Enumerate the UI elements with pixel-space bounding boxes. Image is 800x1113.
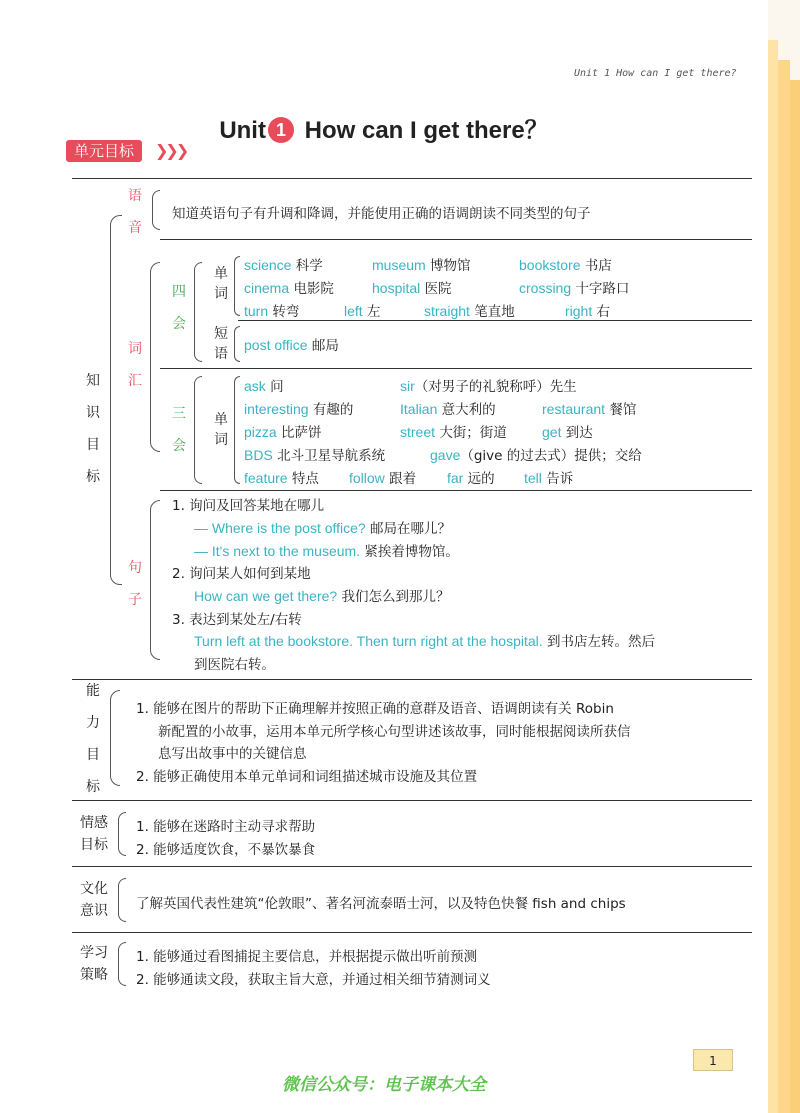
strategy-label: 学习 策略 (80, 945, 108, 983)
words-label: 单 词 (214, 412, 228, 448)
sentence-example: 到医院右转。 (194, 657, 275, 673)
vocab-item: bookstore 书店 (519, 257, 612, 274)
vocab-item: museum 博物馆 (372, 257, 471, 274)
brace (118, 812, 126, 856)
vocab-item: get 到达 (542, 424, 593, 441)
vocab-item: crossing 十字路口 (519, 280, 630, 297)
culture-goal: 了解英国代表性建筑“伦敦眼”、著名河流泰晤士河，以及特色快餐 fish and chips (136, 896, 626, 912)
vocab-item: follow 跟着 (349, 470, 417, 487)
vocab-item: feature 特点 (244, 470, 319, 487)
vocab-item: ask 问 (244, 378, 284, 395)
vocab-item: cinema 电影院 (244, 280, 334, 297)
brace (150, 262, 160, 452)
sentences-label: 句 子 (128, 560, 142, 608)
sentence-example: — It's next to the museum. 紧挨着博物馆。 (194, 543, 459, 560)
emotion-goal: 1. 能够在迷路时主动寻求帮助 (136, 819, 316, 835)
four-skills-label: 四 会 (172, 284, 186, 332)
sentence-example: How can we get there? 我们怎么到那儿？ (194, 588, 450, 605)
vocab-label: 词 汇 (128, 341, 142, 389)
vocab-item: tell 告诉 (524, 470, 574, 487)
brace (234, 256, 240, 316)
ability-goal: 息写出故事中的关键信息 (158, 746, 307, 762)
brace (194, 376, 202, 484)
vocab-item: interesting 有趣的 (244, 401, 354, 418)
vocab-item: sir（对男子的礼貌称呼）先生 (400, 378, 577, 395)
rule (72, 800, 752, 801)
ability-label: 能 力 目 标 (86, 683, 100, 795)
vocab-item: gave（give 的过去式）提供；交给 (430, 447, 642, 464)
ability-goal: 1. 能够在图片的帮助下正确理解并按照正确的意群及语音、语调朗读有关 Robin (136, 701, 614, 717)
unit-number-badge: 1 (268, 117, 294, 143)
watermark-text: 微信公众号：电子课本大全 (282, 1075, 486, 1095)
brace (118, 942, 126, 986)
vocab-item: science 科学 (244, 257, 323, 274)
brace (110, 215, 122, 585)
rule (72, 178, 752, 179)
vocab-item: BDS 北斗卫星导航系统 (244, 447, 386, 464)
rule (72, 866, 752, 867)
sentence-goal: 2. 询问某人如何到某地 (172, 566, 311, 582)
vocab-item: hospital 医院 (372, 280, 452, 297)
brace (234, 376, 240, 484)
unit-prefix: Unit (219, 117, 266, 144)
ability-goal: 2. 能够正确使用本单元单词和词组描述城市设施及其位置 (136, 769, 478, 785)
phrase-item: post office 邮局 (244, 337, 339, 354)
vocab-item: Italian 意大利的 (400, 401, 496, 418)
emotion-goal: 2. 能够适度饮食，不暴饮暴食 (136, 842, 316, 858)
vocab-item: right 右 (565, 303, 611, 320)
page-number: 1 (693, 1049, 733, 1071)
unit-title-text: How can I get there？ (304, 117, 549, 144)
sentence-goal: 1. 询问及回答某地在哪儿 (172, 498, 325, 514)
vocab-item: restaurant 餐馆 (542, 401, 637, 418)
pronunciation-label: 语 音 (128, 188, 142, 236)
page-edge (778, 60, 790, 1113)
vocab-item: pizza 比萨饼 (244, 424, 322, 441)
rule (72, 679, 752, 680)
phrase-label: 短 语 (214, 326, 228, 362)
page-edge (790, 80, 800, 1113)
vocab-item: street 大街；街道 (400, 424, 507, 441)
sentence-goal: 3. 表达到某处左/右转 (172, 612, 302, 628)
vocab-item: turn 转弯 (244, 303, 300, 320)
brace (234, 326, 240, 362)
culture-label: 文化 意识 (80, 881, 108, 919)
sentence-example: — Where is the post office? 邮局在哪儿？ (194, 520, 452, 537)
rule (160, 239, 752, 240)
ability-goal: 新配置的小故事，运用本单元所学核心句型讲述该故事，同时能根据阅读所获信 (158, 724, 631, 740)
running-header: Unit 1 How can I get there? (574, 68, 737, 79)
double-arrow-icon: ❯❯❯ (155, 141, 187, 160)
brace (152, 190, 160, 230)
words-label: 单 词 (214, 266, 228, 302)
strategy-goal: 1. 能够通过看图捕捉主要信息，并根据提示做出听前预测 (136, 949, 478, 965)
rule (72, 932, 752, 933)
three-skills-label: 三 会 (172, 406, 186, 454)
knowledge-label: 知 识 目 标 (86, 373, 100, 485)
sentence-example: Turn left at the bookstore. Then turn right at the hospital. 到书店左转。然后 (194, 633, 655, 650)
brace (194, 262, 202, 362)
brace (118, 878, 126, 922)
pronunciation-text: 知道英语句子有升调和降调，并能使用正确的语调朗读不同类型的句子 (172, 206, 591, 222)
rule (160, 490, 752, 491)
brace (110, 690, 120, 786)
brace (150, 500, 160, 660)
vocab-item: straight 笔直地 (424, 303, 515, 320)
page-edge (768, 40, 778, 1113)
rule (160, 368, 752, 369)
section-tag: 单元目标 (66, 140, 142, 162)
vocab-item: left 左 (344, 303, 381, 320)
strategy-goal: 2. 能够通读文段，获取主旨大意，并通过相关细节猜测词义 (136, 972, 491, 988)
vocab-item: far 远的 (447, 470, 495, 487)
rule (238, 320, 752, 321)
emotion-label: 情感 目标 (80, 815, 108, 853)
